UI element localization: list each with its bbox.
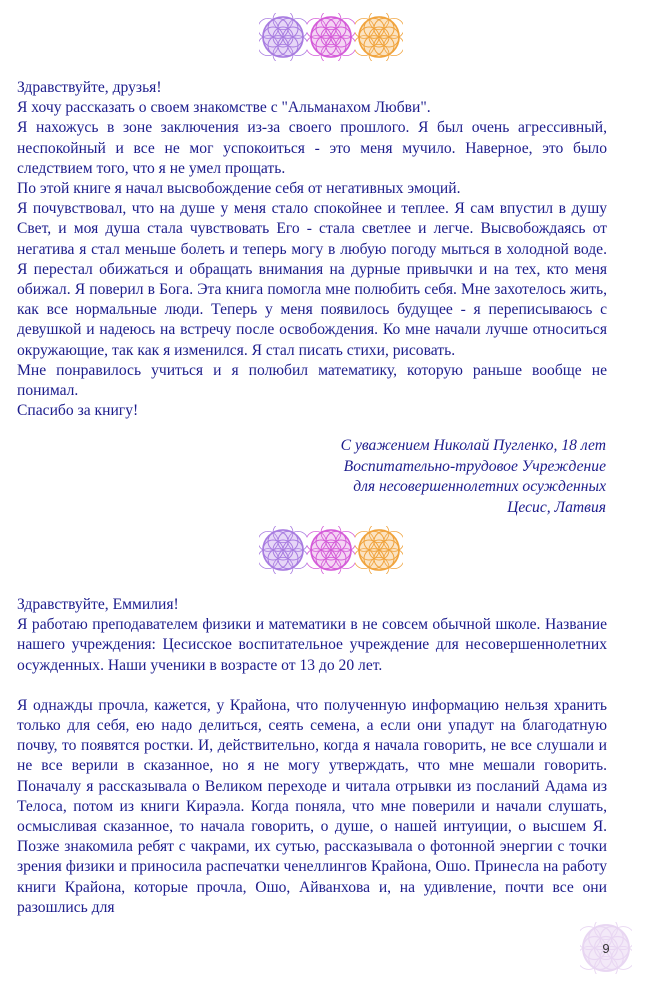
paragraph-spacer	[17, 676, 607, 696]
flower-ornament-top	[0, 13, 661, 63]
flower-of-life-violet-icon	[259, 526, 307, 574]
letter-1-paragraph: Я нахожусь в зоне заключения из-за своего прошлого. Я был очень агрессивный, неспокойный и все не мог успокоиться - это меня мучило. Наверное, это было следствием того, что я не умел прощать.	[17, 119, 607, 177]
signature-line: Воспитательно-трудовое Учреждение	[343, 457, 606, 475]
page-number: 9	[602, 940, 610, 956]
flower-ornament-middle	[0, 526, 661, 576]
letter-1-paragraph: По этой книге я начал высвобождение себя от негативных эмоций.	[17, 180, 461, 198]
letter-1-closing: Спасибо за книгу!	[17, 402, 139, 420]
letter-1-signature	[200, 436, 606, 518]
flower-of-life-orange-icon	[355, 526, 403, 574]
letter-1-greeting: Здравствуйте, друзья!	[17, 79, 162, 96]
letter-2-paragraph: Я работаю преподавателем физики и математики в не совсем обычной школе. Название нашего учреждения: Цесисское воспитательное учреждение для несовершеннолетних осужденных. Наши ученики в возрасте от 13 до 20 лет.	[17, 616, 607, 674]
flower-of-life-orange-icon	[355, 13, 403, 61]
page-number-badge	[580, 922, 632, 974]
flower-of-life-magenta-icon	[307, 13, 355, 61]
letter-2-paragraph: Я однажды прочла, кажется, у Крайона, что полученную информацию нельзя хранить только для себя, ею надо делиться, сеять семена, а если они упадут на благодатную почву, то появятся ростки. И, действительно, когда я начала говорить, не все слушали и не все верили в сказанное, но я не могу утверждать, что мне мешали говорить. Поначалу я рассказывала о Великом переходе и читала отрывки из посланий Адама из Телоса, потом из книги Кираэла. Когда поняла, что мне поверили и начали слушать, осмысливая сказанное, то начала говорить, о душе, о нашей интуиции, о высшем Я. Позже знакомила ребят с чакрами, их сутью, рассказывала о фотонной энергии с точки зрения физики и приносила распечатки ченеллингов Крайона, Ошо. Принесла на работу книги Крайона, которые прочла, Ошо, Айванхова и, на удивление, почти все они разошлись для	[17, 696, 607, 916]
signature-line: С уважением Николай Пугленко, 18 лет	[340, 437, 606, 454]
letter-1	[17, 78, 607, 421]
flower-of-life-violet-icon	[259, 13, 307, 61]
flower-of-life-magenta-icon	[307, 526, 355, 574]
letter-1-paragraph: Я хочу рассказать о своем знакомстве с "Альманахом Любви".	[17, 99, 431, 117]
letter-1-paragraph: Мне понравилось учиться и я полюбил математику, которую раньше вообще не понимал.	[17, 361, 607, 400]
letter-2-greeting: Здравствуйте, Еммилия!	[17, 596, 179, 613]
letter-1-paragraph: Я почувствовал, что на душе у меня стало спокойнее и теплее. Я сам впустил в душу Свет, и моя душа стала чувствовать Его - стала светлее и легче. Высвобождаясь от негатива я стал меньше болеть и теперь могу в любую погоду мыться в холодной воде. Я перестал обижаться и обращать внимания на дурные привычки и на тех, кто меня обижал. Я поверил в Бога. Эта книга помогла мне полюбить себя. Мне захотелось жить, как все нормальные люди. Теперь у меня появилось будущее - я переписываюсь с девушкой и надеюсь на встречу после освобождения. Ко мне начали лучше относиться окружающие, так как я изменился. Я стал писать стихи, рисовать.	[17, 200, 607, 359]
signature-line: для несовершеннолетних осужденных	[353, 478, 606, 495]
signature-line: Цесис, Латвия	[507, 498, 606, 516]
letter-2	[17, 595, 607, 918]
